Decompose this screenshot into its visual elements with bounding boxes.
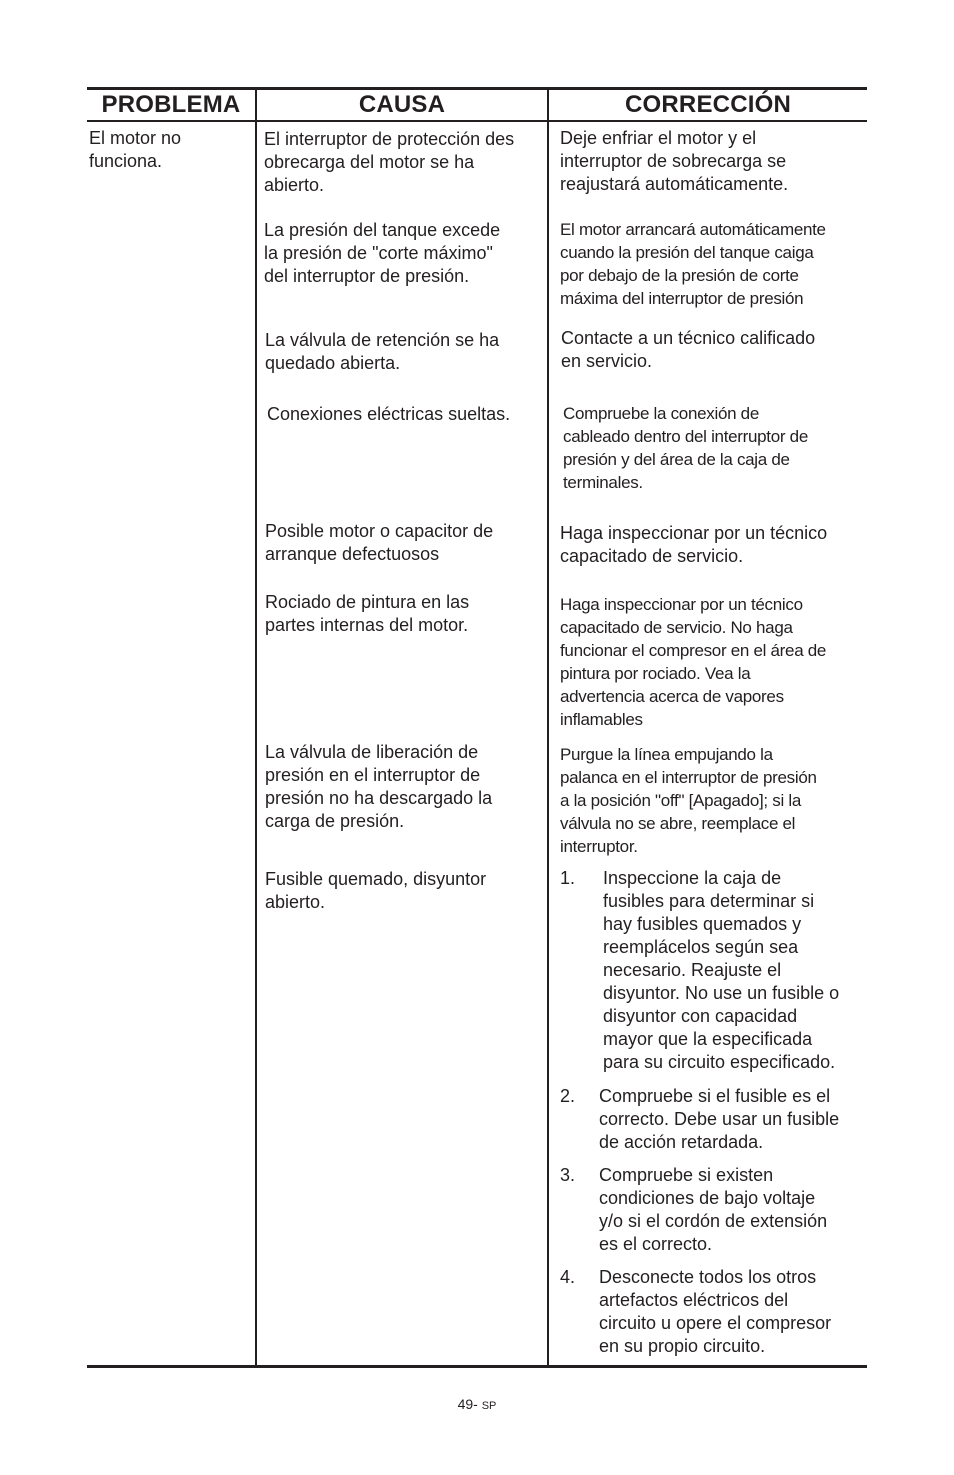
correccion-row-6: Haga inspeccionar por un técnico capacitado de servicio. No haga funcionar el compresor en el área de pintura por rociado. Vea la advertencia acerca de vapores inflamables	[560, 595, 827, 729]
causa-row-3: La válvula de retención se ha quedado abierta.	[265, 330, 500, 373]
correccion-row-7: Purgue la línea empujando la palanca en el interruptor de presión a la posición "off" [Apagado]; si la válvula no se abre, reemplace el interruptor.	[560, 745, 817, 856]
step-text: Compruebe si el fusible es el correcto. Debe usar un fusible de acción retardada.	[599, 1086, 840, 1152]
step-number: 2.	[560, 1086, 576, 1106]
correccion-row-4: Compruebe la conexión de cableado dentro del interruptor de presión y del área de la caja de terminales.	[563, 404, 808, 492]
causa-row-8: Fusible quemado, disyuntor abierto.	[265, 869, 487, 912]
header-correccion: CORRECCIÓN	[624, 91, 791, 118]
causa-row-4: Conexiones eléctricas sueltas.	[267, 404, 511, 424]
correccion-step-4	[560, 1266, 865, 1361]
step-text: Desconecte todos los otros artefactos eléctricos del circuito u opere el compresor en su propio circuito.	[599, 1267, 832, 1356]
step-number: 3.	[560, 1165, 576, 1185]
column-divider-1	[255, 87, 257, 1368]
step-number: 4.	[560, 1267, 576, 1287]
causa-row-2: La presión del tanque excede la presión de "corte máximo" del interruptor de presión.	[264, 220, 501, 286]
correccion-row-3: Contacte a un técnico calificado en servicio.	[561, 328, 816, 371]
correccion-step-1	[560, 867, 865, 1077]
column-divider-2	[547, 87, 549, 1368]
problema-text: El motor no funciona.	[89, 128, 182, 171]
correccion-row-2: El motor arrancará automáticamente cuando la presión del tanque caiga por debajo de la presión de corte máxima del interruptor de presión	[560, 220, 826, 308]
page-number	[0, 1396, 954, 1412]
correccion-step-2	[560, 1085, 865, 1157]
page-number-value: 49-	[457, 1396, 478, 1412]
step-number: 1.	[560, 868, 576, 888]
step-text: Inspeccione la caja de fusibles para determinar si hay fusibles quemados y reemplácelos según sea necesario. Reajuste el disyuntor. No use un fusible o disyuntor con capacidad mayor que la especificada para su circuito especificado.	[603, 868, 840, 1072]
causa-row-1: El interruptor de protección des obrecarga del motor se ha abierto.	[264, 129, 515, 195]
header-causa: CAUSA	[358, 91, 446, 118]
causa-row-6: Rociado de pintura en las partes internas del motor.	[265, 592, 470, 635]
header-rule	[87, 120, 867, 122]
causa-row-7: La válvula de liberación de presión en el interruptor de presión no ha descargado la carga de presión.	[265, 742, 493, 831]
correccion-row-1: Deje enfriar el motor y el interruptor de sobrecarga se reajustará automáticamente.	[560, 128, 789, 194]
step-text: Compruebe si existen condiciones de bajo voltaje y/o si el cordón de extensión es el correcto.	[599, 1165, 828, 1254]
page-number-suffix: SP	[481, 1400, 497, 1412]
correccion-row-5: Haga inspeccionar por un técnico capacitado de servicio.	[560, 523, 828, 566]
correccion-step-3	[560, 1164, 865, 1259]
header-problema: PROBLEMA	[101, 91, 241, 118]
causa-row-5: Posible motor o capacitor de arranque defectuosos	[265, 521, 494, 564]
